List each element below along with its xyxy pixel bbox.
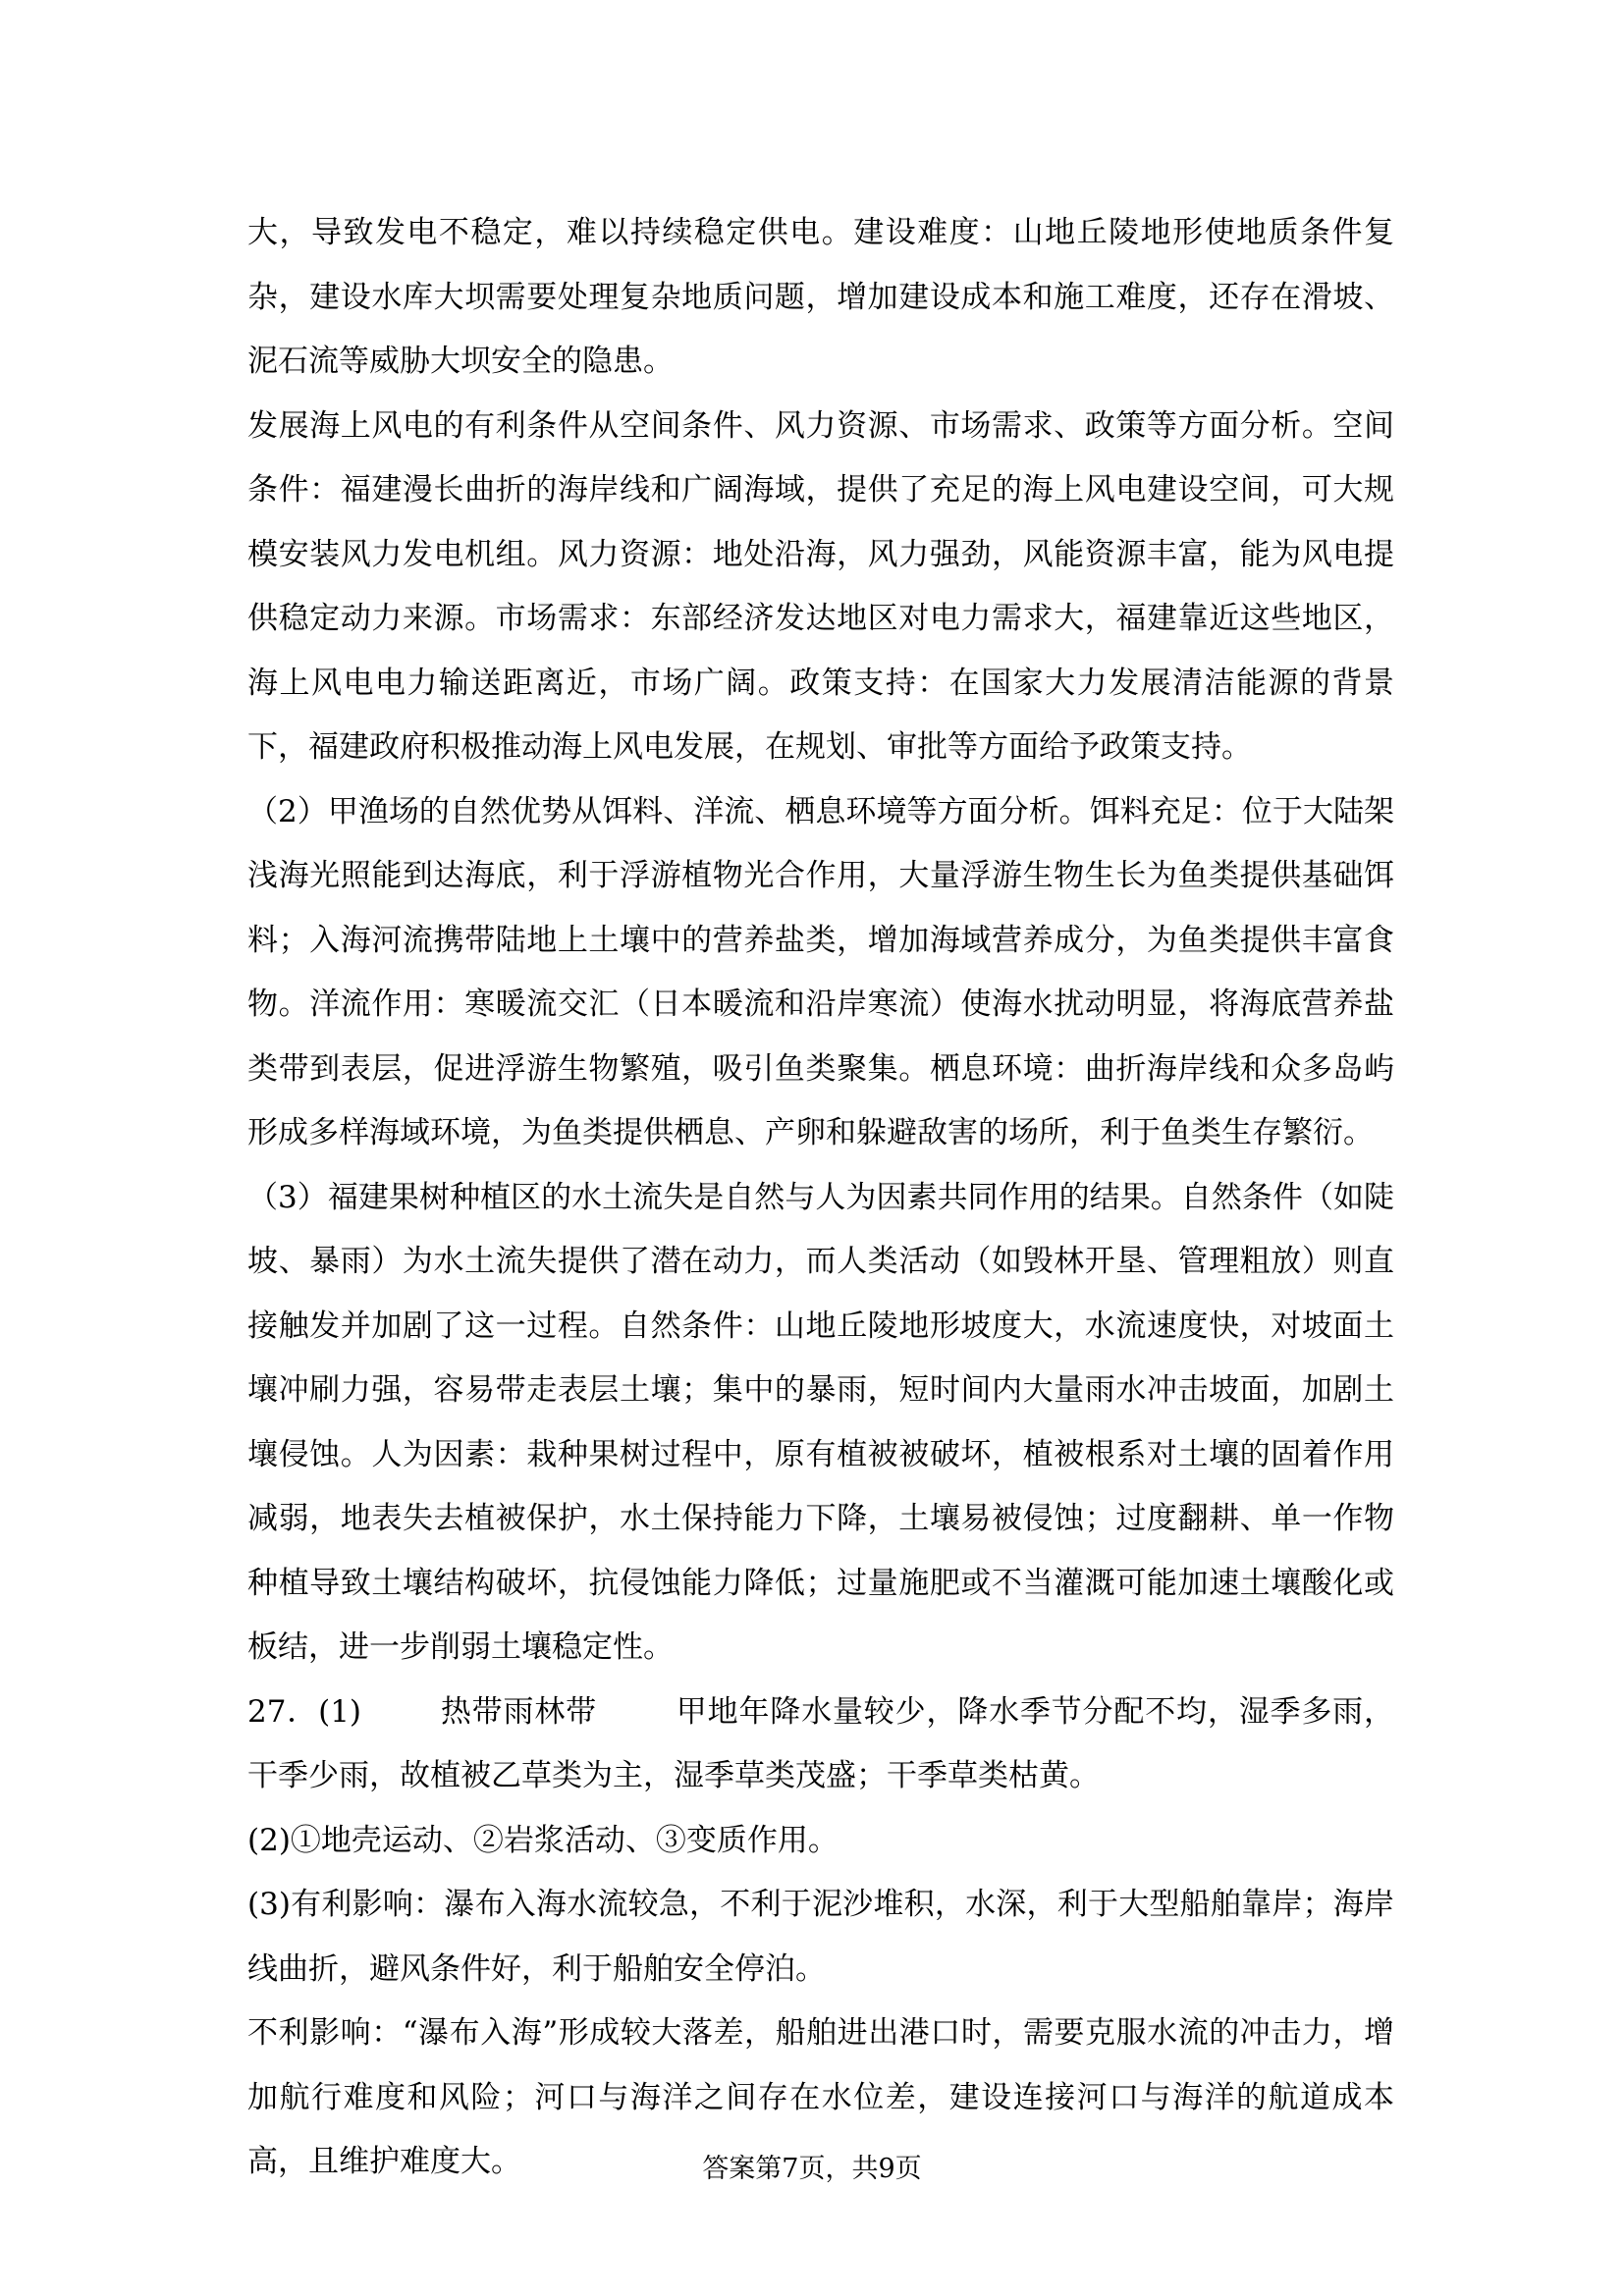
paragraph-offshore-wind: 发展海上风电的有利条件从空间条件、风力资源、市场需求、政策等方面分析。空间条件：福建漫长曲折的海岸线和广阔海域，提供了充足的海上风电建设空间，可大规模安装风力发电机组。风力资源：地处沿海，风力强劲，风能资源丰富，能为风电提供稳定动力来源。市场需求：东部经济发达地区对电力需求大，福建靠近这些地区，海上风电电力输送距离近，市场广阔。政策支持：在国家大力发展清洁能源的背景下，福建政府积极推动海上风电发展，在规划、审批等方面给予政策支持。 (247, 407, 1394, 765)
question-27-part-2: (2)①地壳运动、②岩浆活动、③变质作用。 (247, 1822, 839, 1858)
question-27-part-3-unfavorable: 不利影响：“瀑布入海”形成较大落差，船舶进出港口时，需要克服水流的冲击力，增加航行难度和风险；河口与海洋之间存在水位差，建设连接河口与海洋的航道成本高，且维护难度大。 (247, 2015, 1394, 2179)
answer-content (247, 201, 1394, 2195)
paragraph-hydropower-difficulty: 大，导致发电不稳定，难以持续稳定供电。建设难度：山地丘陵地形使地质条件复杂，建设水库大坝需要处理复杂地质问题，增加建设成本和施工难度，还存在滑坡、泥石流等威胁大坝安全的隐患。 (247, 215, 1394, 379)
paragraph-fishery: （2）甲渔场的自然优势从饵料、洋流、栖息环境等方面分析。饵料充足：位于大陆架浅海光照能到达海底，利于浮游植物光合作用，大量浮游生物生长为鱼类提供基础饵料；入海河流携带陆地上土壤中的营养盐类，增加海域营养成分，为鱼类提供丰富食物。洋流作用：寒暖流交汇（日本暖流和沿岸寒流）使海水扰动明显，将海底营养盐类带到表层，促进浮游生物繁殖，吸引鱼类聚集。栖息环境：曲折海岸线和众多岛屿形成多样海域环境，为鱼类提供栖息、产卵和躲避敌害的场所，利于鱼类生存繁衍。 (247, 793, 1394, 1150)
page-footer: 答案第7页，共9页 (702, 2154, 922, 2184)
paragraph-soil-erosion: （3）福建果树种植区的水土流失是自然与人为因素共同作用的结果。自然条件（如陡坡、暴雨）为水土流失提供了潜在动力，而人类活动（如毁林开垦、管理粗放）则直接触发并加剧了这一过程。自然条件：山地丘陵地形坡度大，水流速度快，对坡面土壤冲刷力强，容易带走表层土壤；集中的暴雨，短时间内大量雨水冲击坡面，加剧土壤侵蚀。人为因素：栽种果树过程中，原有植被被破坏，植被根系对土壤的固着作用减弱，地表失去植被保护，水土保持能力下降，土壤易被侵蚀；过度翻耕、单一作物种植导致土壤结构破坏，抗侵蚀能力降低；过量施肥或不当灌溉可能加速土壤酸化或板结，进一步削弱土壤稳定性。 (247, 1179, 1394, 1665)
answer-vegetation-reason: 甲地年降水量较少，降水季节分配不均，湿季多雨，干季少雨，故植被乙草类为主，湿季草类茂盛；干季草类枯黄。 (247, 1693, 1395, 1793)
question-27-part-3-favorable: (3)有利影响：瀑布入海水流较急，不利于泥沙堆积，水深，利于大型船舶靠岸；海岸线曲折，避风条件好，利于船舶安全停泊。 (247, 1887, 1394, 1987)
question-27-part-1 (247, 1681, 1394, 1809)
question-number: 27．(1) (247, 1693, 362, 1730)
answer-rainforest: 热带雨林带 (440, 1693, 597, 1730)
